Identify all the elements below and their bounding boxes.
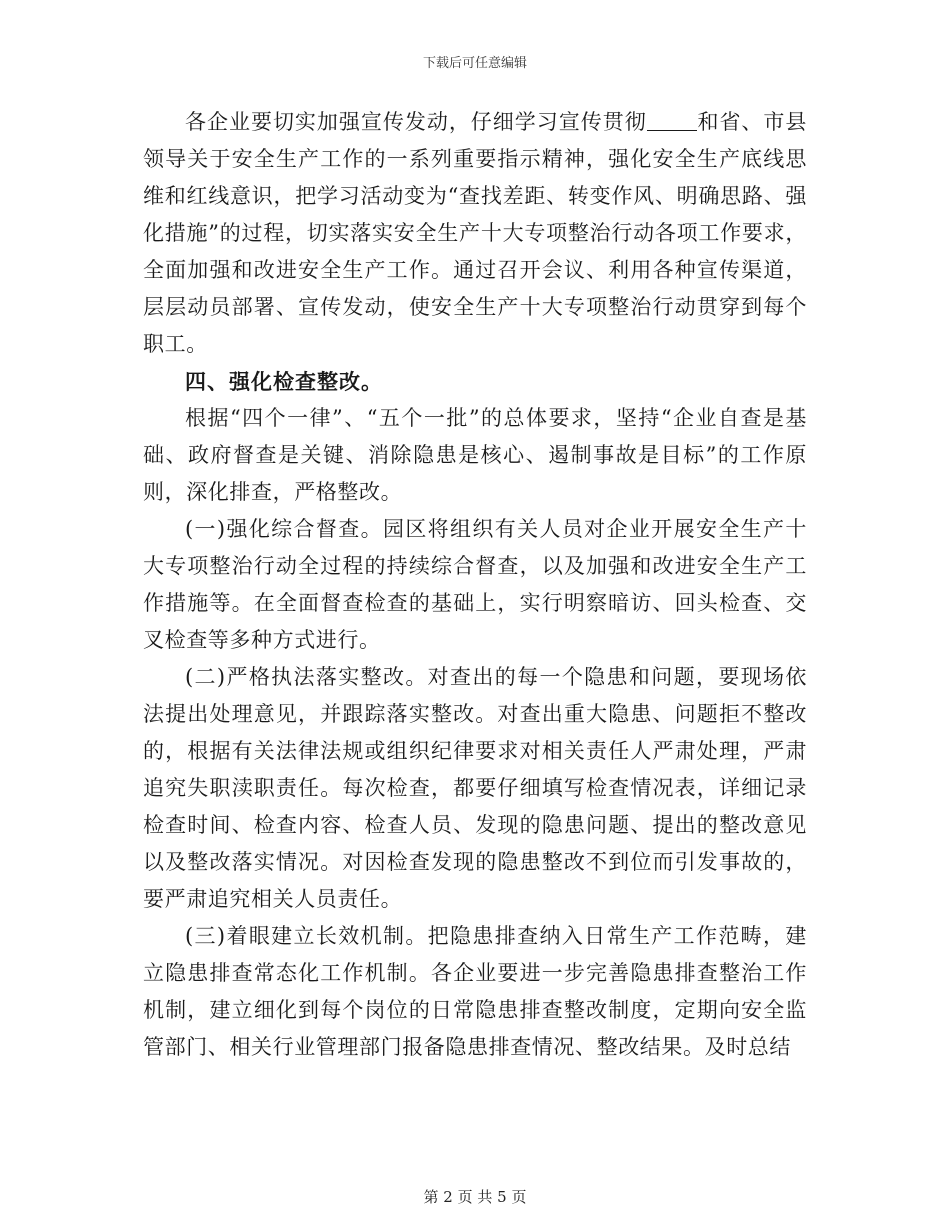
page-number: 第 2 页 共 5 页 xyxy=(423,1188,527,1206)
paragraph-enforcement: (二)严格执法落实整改。对查出的每一个隐患和问题，要现场依法提出处理意见，并跟踪落实整改。对查出重大隐患、问题拒不整改的，根据有关法律法规或组织纪律要求对相关责任人严肃处理，严肃追究失职渎职责任。每次检查，都要仔细填写检查情况表，详细记录检查时间、检查内容、检查人员、发现的隐患问题、提出的整改意见以及整改落实情况。对因检查发现的隐患整改不到位而引发事故的，要严肃追究相关人员责任。 xyxy=(143,665,807,911)
paragraph-principles: 根据“四个一律”、“五个一批”的总体要求，坚持“企业自查是基础、政府督查是关键、消除隐患是核心、遏制事故是目标”的工作原则，深化排查，严格整改。 xyxy=(143,406,807,504)
paragraph-text: 和省、市县领导关于安全生产工作的一系列重要指示精神，强化安全生产底线思维和红线意识，把学习活动变为“查找差距、转变作风、明确思路、强化措施”的过程，切实落实安全生产十大专项整治行动各项工作要求，全面加强和改进安全生产工作。通过召开会议、利用各种宣传渠道，层层动员部署、宣传发动，使安全生产十大专项整治行动贯穿到每个职工。 xyxy=(143,110,808,356)
section-heading: 四、强化检查整改。 xyxy=(185,369,383,394)
page-header: 下载后可任意编辑 xyxy=(422,56,527,71)
paragraph-mechanism: (三)着眼建立长效机制。把隐患排查纳入日常生产工作范畴，建立隐患排查常态化工作机制。各企业要进一步完善隐患排查整治工作机制，建立细化到每个岗位的日常隐患排查整改制度，定期向安全监管部门、相关行业管理部门报备隐患排查情况、整改结果。及时总结 xyxy=(143,924,807,1059)
document-body xyxy=(143,104,807,1066)
paragraph-inspection: (一)强化综合督查。园区将组织有关人员对企业开展安全生产十大专项整治行动全过程的持续综合督查，以及加强和改进安全生产工作措施等。在全面督查检查的基础上，实行明察暗访、回头检查、交叉检查等多种方式进行。 xyxy=(143,517,807,652)
paragraph-text: 各企业要切实加强宣传发动，仔细学习宣传贯彻 xyxy=(185,110,647,134)
fill-in-blank xyxy=(647,109,697,131)
paragraph-propaganda xyxy=(143,104,807,363)
